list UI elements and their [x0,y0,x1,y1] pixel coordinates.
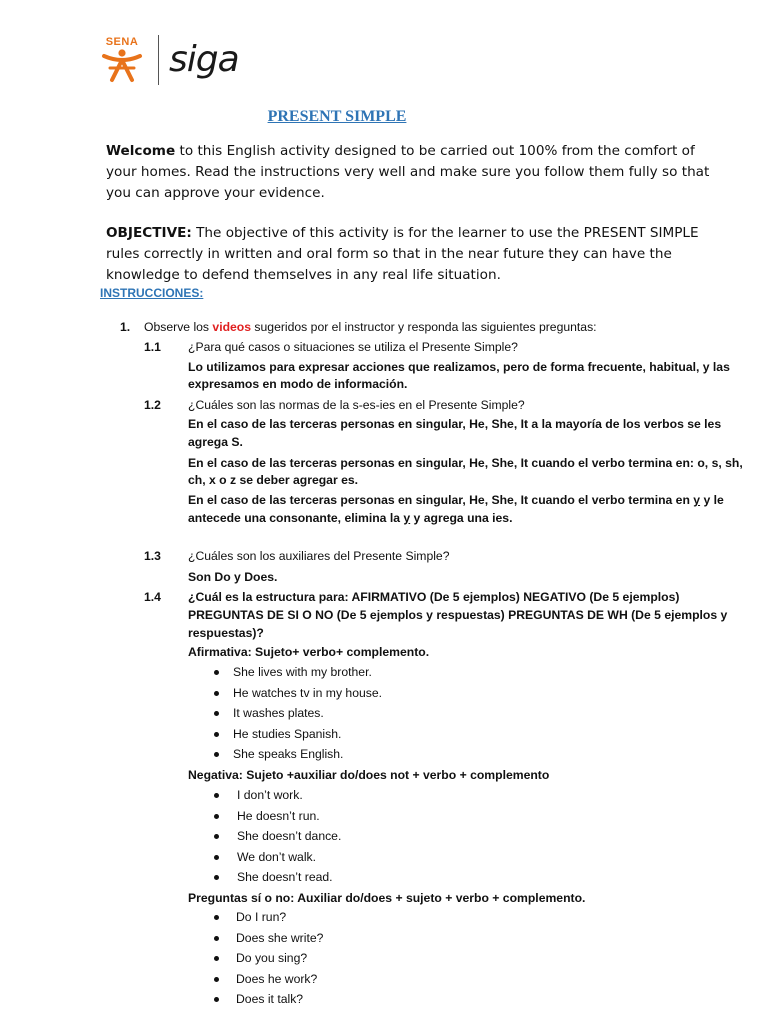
bullet-icon [214,732,219,737]
bullet-icon [214,691,219,696]
header-logo [96,34,239,86]
negative-item: She doesn’t dance. [237,829,342,843]
sena-logo-text: SENA [105,36,139,48]
bullet-icon [214,711,219,716]
bullet-icon [214,977,219,982]
bullet-icon [214,670,219,675]
objective-text: The objective of this activity is for the learner to use the PRESENT SIMPLE rules correctly in written and oral form so that in the near future they can have the knowledge to defend themselves in any real life situation. [106,225,699,283]
affirmative-item: She lives with my brother. [233,665,372,679]
q12-a3-l1-after: y le [700,493,724,507]
q14-question-line3: respuestas)? [188,626,264,640]
bullet-icon [214,936,219,941]
q12-answer2-line1: En el caso de las terceras personas en singular, He, She, It cuando el verbo termina en: o, s, sh, [188,456,743,470]
item-1-text [144,318,597,336]
affirmative-label: Afirmativa: Sujeto+ verbo+ complemento. [188,645,430,659]
negative-item: We don’t walk. [237,849,317,864]
bullet-icon [214,793,219,798]
item-1-text-after: sugeridos por el instructor y responda las siguientes preguntas: [251,320,597,334]
sena-logo [96,34,148,86]
affirmative-item: It washes plates. [233,706,324,720]
objective-paragraph [106,223,716,286]
q12-answer1-line2: agrega S. [188,435,243,449]
welcome-bold: Welcome [106,143,176,159]
q11-number: 1.1 [144,340,161,354]
yesno-item: Does he work? [236,971,318,986]
yesno-item: Does she write? [236,930,324,945]
welcome-paragraph [106,141,716,204]
instructions-heading: INSTRUCCIONES: [100,286,204,300]
q14-question-line2: PREGUNTAS DE SI O NO (De 5 ejemplos y respuestas) PREGUNTAS DE WH (De 5 ejemplos y [188,608,728,622]
objective-bold: OBJECTIVE: [106,225,192,241]
document-title: PRESENT SIMPLE [267,108,407,125]
q12-answer1-line1: En el caso de las terceras personas en singular, He, She, It a la mayoría de los verbos se les [188,417,722,431]
sena-figure-icon [96,34,148,86]
bullet-icon [214,915,219,920]
negative-item: She doesn’t read. [237,870,333,884]
yesno-item: Do you sing? [236,951,308,965]
q12-a3-l1-before: En el caso de las terceras personas en singular, He, She, It cuando el verbo termina en [188,493,694,507]
bullet-icon [214,834,219,839]
q12-a3-l1-y: y [693,493,701,507]
q13-question: ¿Cuáles son los auxiliares del Presente Simple? [188,549,450,563]
siga-logo: siga [169,39,239,80]
affirmative-item: She speaks English. [233,747,344,761]
bullet-icon [214,855,219,860]
bullet-icon [214,875,219,880]
q14-number: 1.4 [144,590,161,604]
negative-label: Negativa: Sujeto +auxiliar do/does not + verbo + complemento [188,768,550,782]
welcome-text: to this English activity designed to be carried out 100% from the comfort of your homes. Read the instructions very well and make sure you follow them fully so that you can approve your evidence. [106,143,710,201]
negative-item: I don’t work. [237,788,303,802]
yesno-item: Does it talk? [236,992,304,1006]
q11-answer-line1: Lo utilizamos para expresar acciones que realizamos, pero de forma frecuente, habitual, y las [188,360,730,374]
item-1-number: 1. [120,320,131,334]
yesno-item: Do I run? [236,910,287,924]
q12-number: 1.2 [144,398,161,412]
q12-question: ¿Cuáles son las normas de la s-es-ies en el Presente Simple? [188,398,525,412]
bullet-icon [214,956,219,961]
q12-answer3-line2 [188,509,512,527]
item-1-text-before: Observe los [144,320,213,334]
q12-a3-l2-y: y [403,511,411,525]
q13-number: 1.3 [144,549,161,563]
affirmative-item: He studies Spanish. [233,726,342,741]
affirmative-item: He watches tv in my house. [233,685,383,700]
bullet-icon [214,997,219,1002]
q12-answer2-line2: ch, x o z se deber agregar es. [188,473,359,487]
videos-highlight: videos [212,320,252,334]
q11-question: ¿Para qué casos o situaciones se utiliza el Presente Simple? [188,340,518,354]
yesno-label: Preguntas sí o no: Auxiliar do/does + sujeto + verbo + complemento. [188,891,586,905]
q12-a3-l2-after: y agrega una ies. [410,511,513,525]
logo-divider [158,35,159,85]
q13-answer: Son Do y Does. [188,570,278,584]
q11-answer-line2: expresamos en modo de información. [188,377,408,391]
q14-question-line1: ¿Cuál es la estructura para: AFIRMATIVO (De 5 ejemplos) NEGATIVO (De 5 ejemplos) [188,590,680,604]
negative-item: He doesn’t run. [237,808,320,823]
bullet-icon [214,752,219,757]
q12-a3-l2-before: antecede una consonante, elimina la [188,511,404,525]
bullet-icon [214,814,219,819]
q12-answer3-line1 [188,491,724,509]
